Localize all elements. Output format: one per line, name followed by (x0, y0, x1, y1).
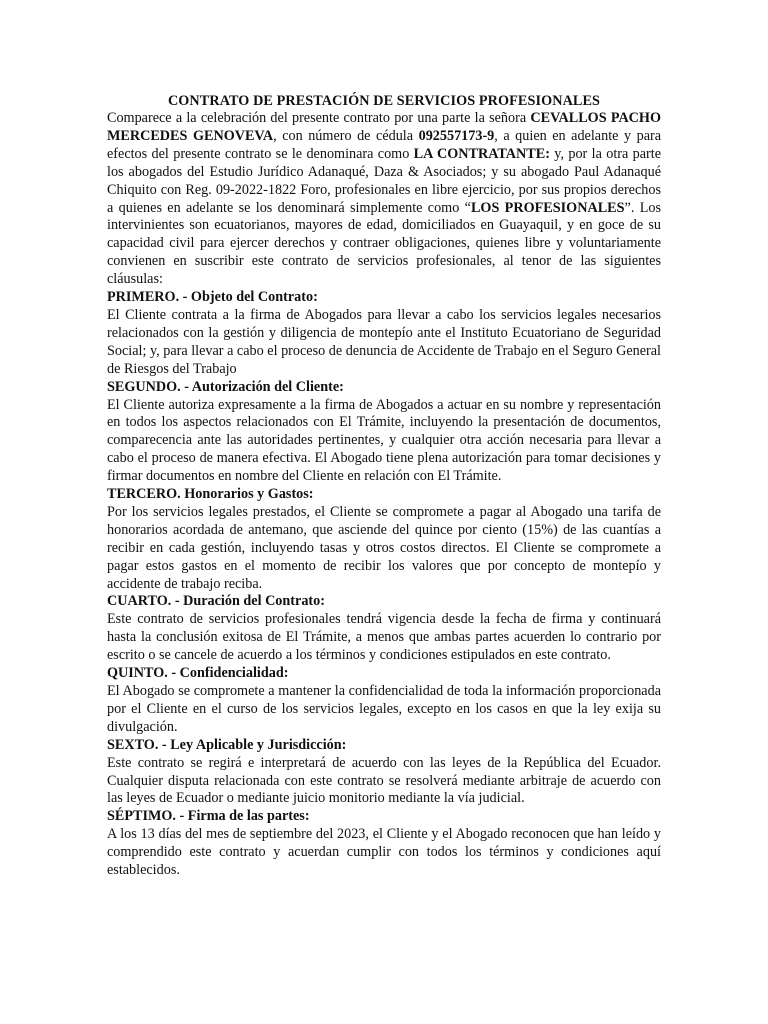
clause-heading-tercero: TERCERO. Honorarios y Gastos: (107, 486, 314, 503)
clause-text-septimo: A los 13 días del mes de septiembre del 2023, el Cliente y el Abogado reconocen que han leído y comprendido este contrato y acuerdan cumplir con todos los términos y condiciones aquí establecidos. (107, 826, 661, 879)
intro-text-3: , a quien en adelante y para efectos del presente contrato se le denominara como (107, 127, 662, 162)
client-name: CEVALLOS PACHO MERCEDES GENOVEVA (107, 110, 662, 144)
clause-heading-cuarto: CUARTO. - Duración del Contrato: (107, 593, 325, 610)
clause-text-quinto: El Abogado se compromete a mantener la confidencialidad de toda la información proporcionada por el Cliente en el curso de los servicios legales, excepto en los casos en que la ley exija su divulgación. (107, 683, 661, 735)
clause-text-primero: El Cliente contrata a la firma de Abogados para llevar a cabo los servicios legales necesarios relacionados con la gestión y diligencia de montepío ante el Instituto Ecuatoriano de Seguridad Social; y, para llevar a cabo el proceso de denuncia de Accidente de Trabajo en el Seguro General de Riesgos del Trabajo (107, 306, 661, 377)
contratante-label: LA CONTRATANTE: (413, 145, 550, 162)
cedula-number: 092557173-9 (418, 127, 495, 144)
clause-heading-primero: PRIMERO. - Objeto del Contrato: (107, 289, 318, 306)
clause-text-segundo: El Cliente autoriza expresamente a la firma de Abogados a actuar en su nombre y representación en todos los aspectos relacionados con El Trámite, incluyendo la presentación de documentos, comparecencia ante las autoridades pertinentes, y cualquier otra acción necesaria para llevar a cabo el proceso de manera efectiva. El Abogado tiene plena autorización para tomar decisiones y firmar documentos en nombre del Cliente en relación con El Trámite. (107, 396, 661, 485)
clause-text-tercero: Por los servicios legales prestados, el Cliente se compromete a pagar al Abogado una tarifa de honorarios acordada de antemano, que asciende del quince por ciento (15%) de las cuantías a recibir en cada gestión, incluyendo tasas y otros costos directos. El Cliente se compromete a pagar estos gastos en el momento de recibir los valores que por concepto de montepío y accidente de trabajo reciba. (107, 503, 661, 592)
clause-heading-sexto: SEXTO. - Ley Aplicable y Jurisdicción: (107, 736, 347, 753)
clause-heading-septimo: SÉPTIMO. - Firma de las partes: (107, 808, 310, 825)
intro-text-5: ”. Los intervinientes son ecuatorianos, mayores de edad, domiciliados en Guayaquil, y en goce de su capacidad civil para ejercer derechos y contraer obligaciones, quienes libre y voluntariamente convienen en suscribir este contrato de servicios profesionales, al tenor de las siguientes cláusulas: (107, 199, 661, 288)
intro-text-4: y, por la otra parte los abogados del Estudio Jurídico Adanaqué, Daza & Asociados; y su abogado Paul Adanaqué Chiquito con Reg. 09-2022-1822 Foro, profesionales en libre ejercicio, por sus propios derechos a quienes en adelante se los denominará simplemente como “ (107, 145, 662, 216)
intro-text-1: Comparece a la celebración del presente contrato por una parte la señora (107, 110, 531, 126)
clause-heading-segundo: SEGUNDO. - Autorización del Cliente: (107, 378, 344, 395)
intro-paragraph (107, 110, 661, 289)
intro-text-2: , con número de cédula (273, 127, 419, 144)
clause-text-sexto: Este contrato se regirá e interpretará de acuerdo con las leyes de la República del Ecuador. Cualquier disputa relacionada con este contrato se resolverá mediante arbitraje de acuerdo con las leyes de Ecuador o mediante juicio monitorio mediante la vía judicial. (107, 754, 661, 807)
profesionales-label: LOS PROFESIONALES (470, 199, 625, 216)
document-title: CONTRATO DE PRESTACIÓN DE SERVICIOS PROFESIONALES (167, 93, 601, 109)
clause-text-cuarto: Este contrato de servicios profesionales tendrá vigencia desde la fecha de firma y continuará hasta la conclusión exitosa de El Trámite, a menos que ambas partes acuerden lo contrario por escrito o se cancele de acuerdo a los términos y condiciones estipulados en este contrato. (107, 611, 661, 664)
clause-heading-quinto: QUINTO. - Confidencialidad: (107, 665, 289, 682)
